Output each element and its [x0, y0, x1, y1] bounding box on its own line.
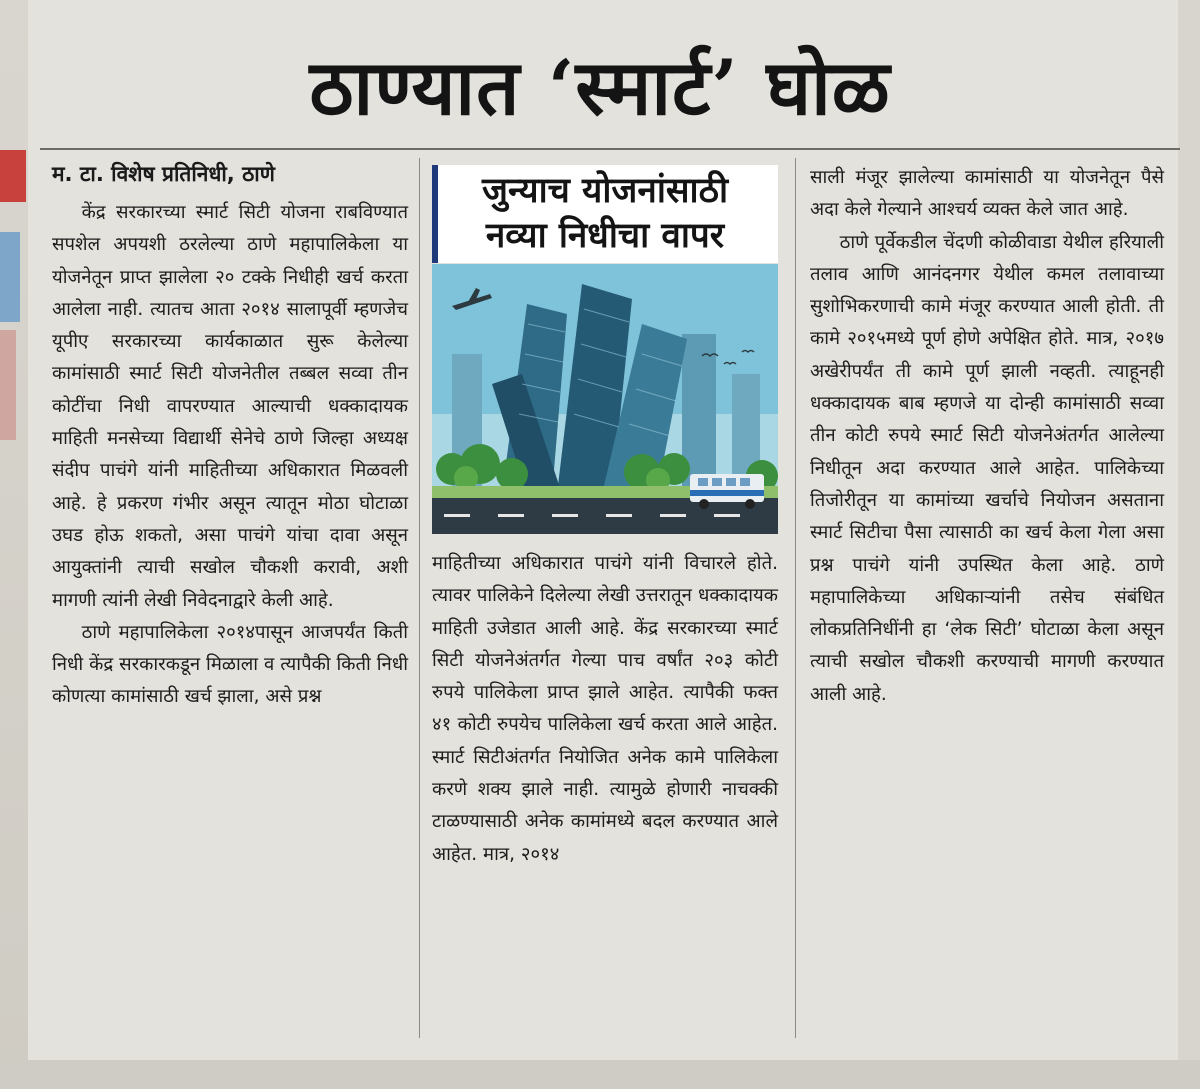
adjacent-photo-fragment	[0, 330, 16, 440]
subheadline-line: जुन्याच योजनांसाठी	[481, 171, 729, 211]
adjacent-article-edge-left	[0, 0, 28, 1089]
column-divider	[419, 158, 420, 1038]
paragraph: साली मंजूर झालेल्या कामांसाठी या योजनेतून पैसे अदा केले गेल्याने आश्चर्य व्यक्त केले जात आहे.	[810, 167, 1164, 221]
column-divider	[795, 158, 796, 1038]
smart-city-skyline-icon	[432, 264, 778, 534]
article-column-middle	[432, 548, 778, 1068]
smart-city-illustration	[432, 264, 778, 534]
article-column-left	[52, 197, 408, 1065]
headline: ठाण्यात ‘स्मार्ट’ घोळ	[309, 43, 891, 132]
adjacent-blue-graphic	[0, 232, 20, 322]
headline-rule	[40, 148, 1180, 150]
article-column-right	[810, 162, 1164, 862]
adjacent-red-graphic	[0, 150, 26, 202]
byline: म. टा. विशेष प्रतिनिधी, ठाणे	[52, 162, 275, 186]
adjacent-article-edge-right	[1178, 0, 1200, 1089]
subheadline-line: नव्या निधीचा वापर	[485, 216, 725, 256]
subheadline-box	[432, 165, 778, 263]
paragraph: केंद्र सरकारच्या स्मार्ट सिटी योजना राबविण्यात सपशेल अपयशी ठरलेल्या ठाणे महापालिकेला या योजनेतून प्राप्त झालेला २० टक्के निधीही खर्च करता आलेला नाही. त्यातच आता २०१४ सालापूर्वी म्हणजेच यूपीए सरकारच्या कार्यकाळात सुरू केलेल्या कामांसाठी स्मार्ट सिटी योजनेतील तब्बल सव्वा तीन कोटींचा निधी वापरण्यात आल्याची धक्कादायक माहिती मनसेच्या विद्यार्थी सेनेचे ठाणे जिल्हा अध्यक्ष संदीप पाचंगे यांनी माहितीच्या अधिकारात मिळवली आहे. हे प्रकरण गंभीर असून त्यातून मोठा घोटाळा उघड होऊ शकतो, असा पाचंगे यांचा दावा असून आयुक्तांनी त्याची सखोल चौकशी करावी, अशी मागणी त्यांनी लेखी निवेदनाद्वारे केली आहे.	[52, 202, 408, 611]
paragraph: माहितीच्या अधिकारात पाचंगे यांनी विचारले होते. त्यावर पालिकेने दिलेल्या लेखी उत्तरातून धक्कादायक माहिती उजेडात आली आहे. केंद्र सरकारच्या स्मार्ट सिटी योजनेअंतर्गत गेल्या पाच वर्षांत २०३ कोटी रुपये पालिकेला प्राप्त झाले आहेत. त्यापैकी फक्त ४१ कोटी रुपयेच पालिकेला खर्च करता आले आहेत. स्मार्ट सिटीअंतर्गत नियोजित अनेक कामे पालिकेला करणे शक्य झाले नाही. त्यामुळे होणारी नाचक्की टाळण्यासाठी अनेक कामांमध्ये बदल करण्यात आले आहेत. मात्र, २०१४	[432, 553, 778, 865]
paragraph: ठाणे महापालिकेला २०१४पासून आजपर्यंत किती निधी केंद्र सरकारकडून मिळाला व त्यापैकी किती निधी कोणत्या कामांसाठी खर्च झाला, असे प्रश्न	[52, 621, 408, 708]
paragraph: ठाणे पूर्वेकडील चेंदणी कोळीवाडा येथील हरियाली तलाव आणि आनंदनगर येथील कमल तलावाच्या सुशोभिकरणाची कामे मंजूर करण्यात आली होती. ती कामे २०१५मध्ये पूर्ण होणे अपेक्षित होते. मात्र, २०१७ अखेरीपर्यंत ती कामे पूर्ण झाली नव्हती. त्याहूनही धक्कादायक बाब म्हणजे या दोन्ही कामांसाठी सव्वा तीन कोटी रुपये स्मार्ट सिटी योजनेअंतर्गत आलेल्या निधीतून अदा करण्यात आले आहेत. पालिकेच्या तिजोरीतून या कामांच्या खर्चाचे नियोजन असताना स्मार्ट सिटीचा पैसा त्यासाठी का खर्च केला गेला असा प्रश्न पाचंगे यांनी उपस्थित केला आहे. ठाणे महापालिकेच्या अधिकाऱ्यांनी तसेच संबंधित लोकप्रतिनिधींनी हा ‘लेक सिटी’ घोटाळा केला असून त्याची सखोल चौकशी करण्याची मागणी करण्यात आली आहे.	[810, 231, 1164, 705]
